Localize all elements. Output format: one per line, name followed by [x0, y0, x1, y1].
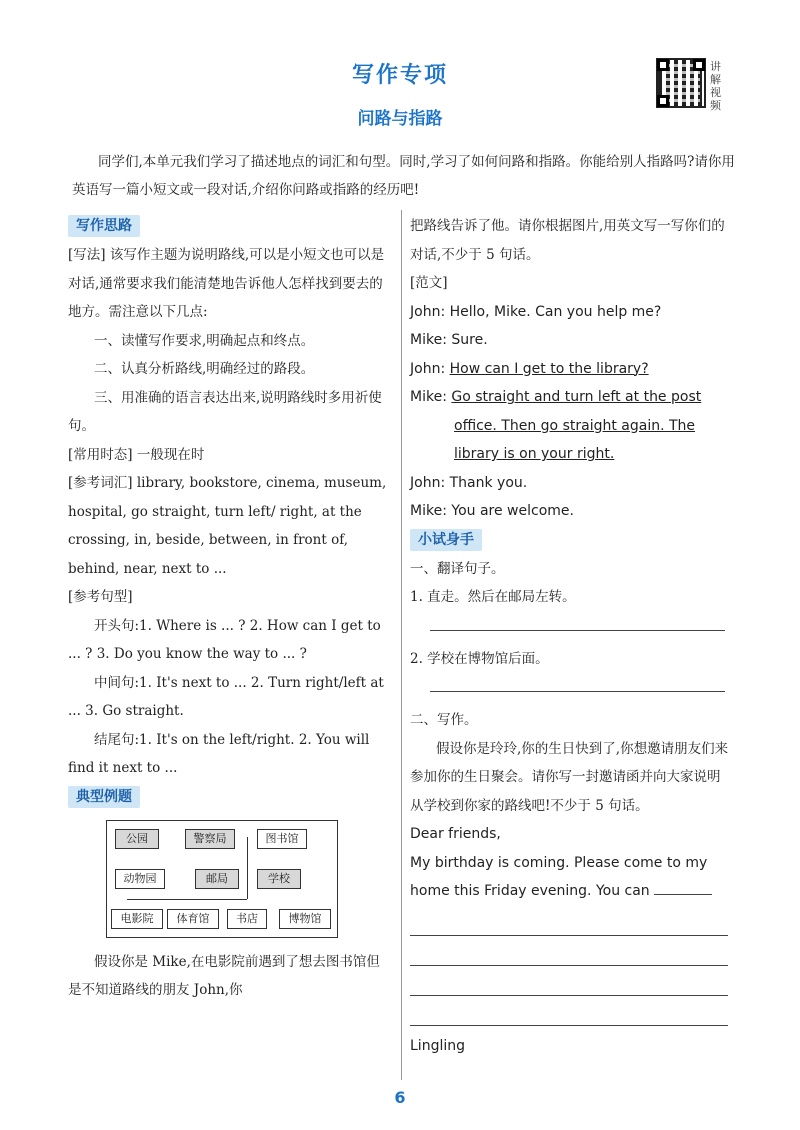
dialogue-line-2: Mike: Sure. — [410, 332, 488, 348]
map-zoo: 动物园 — [115, 869, 165, 889]
reference-vocab: [参考词汇] library, bookstore, cinema, museum, hospital, go straight, turn left/ right, at the crossing, in, beside, between, in front of, behind, near, next to ... — [68, 475, 387, 577]
qr-video-label: 讲解视频 — [710, 60, 721, 112]
right-column — [410, 212, 732, 1060]
letter-blank[interactable] — [654, 881, 712, 895]
map-route-vertical — [247, 837, 248, 899]
point-3: 三、用准确的语言表达出来,说明路线时多用祈使句。 — [68, 389, 382, 434]
section-badge-example: 典型例题 — [68, 786, 140, 808]
map-police-station: 警察局 — [185, 829, 235, 849]
writing-method: [写法] 该写作主题为说明路线,可以是小短文也可以是对话,通常要求我们能清楚地告诉他人怎样找到要去的地方。需注意以下几点: — [68, 247, 385, 320]
sentence-patterns-heading: [参考句型] — [68, 589, 133, 605]
page-number: 6 — [394, 1088, 406, 1107]
answer-line-1[interactable] — [430, 630, 725, 631]
map-route-horizontal — [127, 899, 247, 900]
letter-greeting: Dear friends, — [410, 826, 501, 842]
letter-signature: Lingling — [410, 1037, 465, 1054]
translate-question-2: 2. 学校在博物馆后面。 — [410, 650, 549, 667]
middle-sentences: 中间句:1. It's next to ... 2. Turn right/left at ... 3. Go straight. — [68, 674, 384, 719]
ending-sentences: 结尾句:1. It's on the left/right. 2. You will find it next to ... — [68, 731, 370, 776]
map-library: 图书馆 — [257, 829, 307, 849]
dialogue-line-5: John: Thank you. — [410, 474, 528, 491]
dialogue-line-1: John: Hello, Mike. Can you help me? — [410, 303, 662, 320]
page-title: 写作专项 — [351, 63, 448, 88]
map-post-office: 邮局 — [195, 869, 239, 889]
map-gym: 体育馆 — [167, 909, 219, 929]
column-divider — [401, 210, 402, 1080]
writing-line-1[interactable] — [410, 906, 728, 936]
intro-paragraph: 同学们,本单元我们学习了描述地点的词汇和句型。同时,学习了如何问路和指路。你能给别人指路吗?请你用英语写一篇小短文或一段对话,介绍你问路或指路的经历吧! — [72, 154, 735, 198]
answer-line-2[interactable] — [430, 691, 725, 692]
writing-task: 假设你是玲玲,你的生日快到了,你想邀请朋友们来参加你的生日聚会。请你写一封邀请函并向大家说明从学校到你家的路线吧!不少于 5 句话。 — [410, 740, 729, 814]
section-badge-writing-idea: 写作思路 — [68, 215, 140, 237]
opening-sentences: 开头句:1. Where is ... ? 2. How can I get to ... ? 3. Do you know the way to ... ? — [68, 617, 381, 662]
map-museum: 博物馆 — [279, 909, 331, 929]
dialogue-line-3: John: How can I get to the library? — [410, 360, 649, 377]
writing-line-4[interactable] — [410, 996, 728, 1026]
example-problem-continued: 把路线告诉了他。请你根据图片,用英文写一写你们的对话,不少于 5 句话。 — [410, 218, 725, 263]
map-school: 学校 — [257, 869, 301, 889]
dialogue-line-4: Mike: Go straight and turn left at the post office. Then go straight again. The library is on your right. — [410, 389, 702, 462]
translate-heading: 一、翻译句子。 — [410, 560, 505, 577]
example-problem: 假设你是 Mike,在电影院前遇到了想去图书馆但是不知道路线的朋友 John,你 — [68, 953, 380, 998]
map-park: 公园 — [115, 829, 159, 849]
model-essay-heading: [范文] — [410, 275, 448, 291]
map-cinema: 电影院 — [111, 909, 163, 929]
writing-line-3[interactable] — [410, 966, 728, 996]
writing-heading: 二、写作。 — [410, 712, 478, 728]
translate-question-1: 1. 直走。然后在邮局左转。 — [410, 589, 576, 605]
left-column — [68, 212, 390, 1005]
map-bookstore: 书店 — [227, 909, 267, 929]
section-badge-practice: 小试身手 — [410, 529, 482, 551]
writing-line-2[interactable] — [410, 936, 728, 966]
letter-body: My birthday is coming. Please come to my home this Friday evening. You can — [410, 849, 732, 906]
qr-code-icon[interactable] — [656, 58, 706, 108]
route-map — [106, 820, 338, 938]
common-tense: [常用时态] 一般现在时 — [68, 446, 205, 463]
page-subtitle: 问路与指路 — [357, 109, 443, 129]
dialogue-line-6: Mike: You are welcome. — [410, 503, 574, 519]
point-2: 二、认真分析路线,明确经过的路段。 — [94, 361, 315, 377]
point-1: 一、读懂写作要求,明确起点和终点。 — [94, 332, 315, 349]
